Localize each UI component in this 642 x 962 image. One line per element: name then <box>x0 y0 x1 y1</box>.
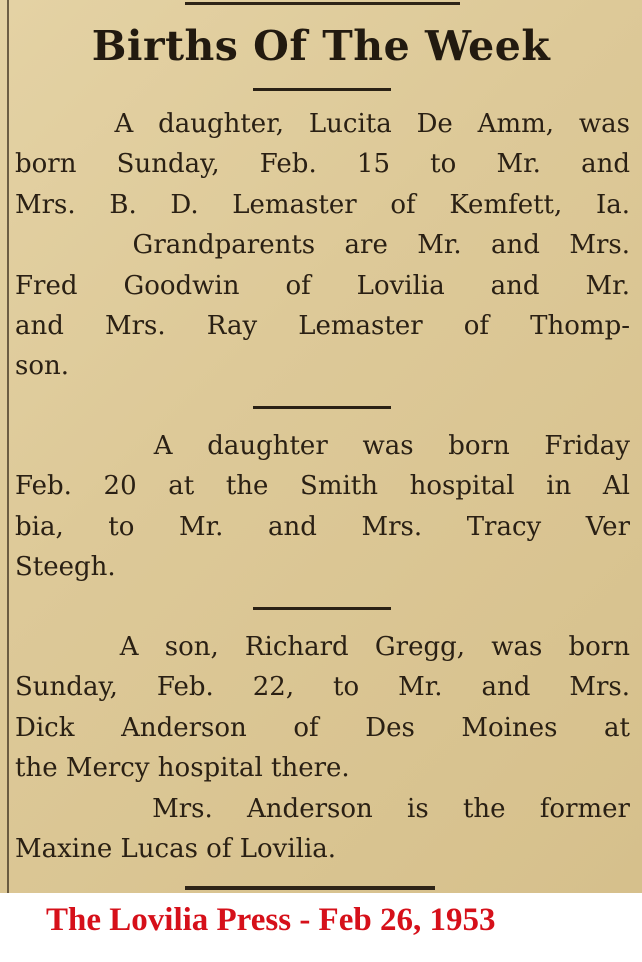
text-line: A son, Richard Gregg, was born <box>15 632 630 662</box>
text-line: Feb. 20 at the Smith hospital in Al <box>15 471 630 502</box>
text-line: Mrs. Anderson is the former <box>15 793 630 824</box>
text-line: Sunday, Feb. 22, to Mr. and Mrs. <box>15 672 630 703</box>
text-line: Mrs. B. D. Lemaster of Kemfett, Ia. <box>15 189 630 220</box>
text-line: and Mrs. Ray Lemaster of Thomp- <box>15 310 630 341</box>
text-line: A daughter, Lucita De Amm, was <box>15 109 630 139</box>
headline: Births Of The Week <box>91 22 551 70</box>
birth-notice-2 <box>15 426 630 588</box>
text-line: Steegh. <box>15 552 116 583</box>
top-rule <box>185 2 460 5</box>
article-separator <box>253 406 391 409</box>
birth-notice-3 <box>15 627 630 869</box>
bottom-rule <box>185 886 435 890</box>
article-separator <box>253 607 391 610</box>
birth-notice-1 <box>15 104 630 387</box>
text-line: A daughter was born Friday <box>15 431 630 461</box>
text-line: Fred Goodwin of Lovilia and Mr. <box>15 270 630 301</box>
text-line: Dick Anderson of Des Moines at <box>15 712 630 743</box>
source-caption: The Lovilia Press - Feb 26, 1953 <box>46 902 496 938</box>
text-line: born Sunday, Feb. 15 to Mr. and <box>15 149 630 180</box>
headline-separator <box>253 88 391 91</box>
text-line: Maxine Lucas of Lovilia. <box>15 833 337 864</box>
text-line: bia, to Mr. and Mrs. Tracy Ver <box>15 511 630 542</box>
text-line: the Mercy hospital there. <box>15 753 350 784</box>
text-line: Grandparents are Mr. and Mrs. <box>15 230 630 261</box>
column-rule <box>7 0 9 893</box>
text-line: son. <box>15 351 70 382</box>
